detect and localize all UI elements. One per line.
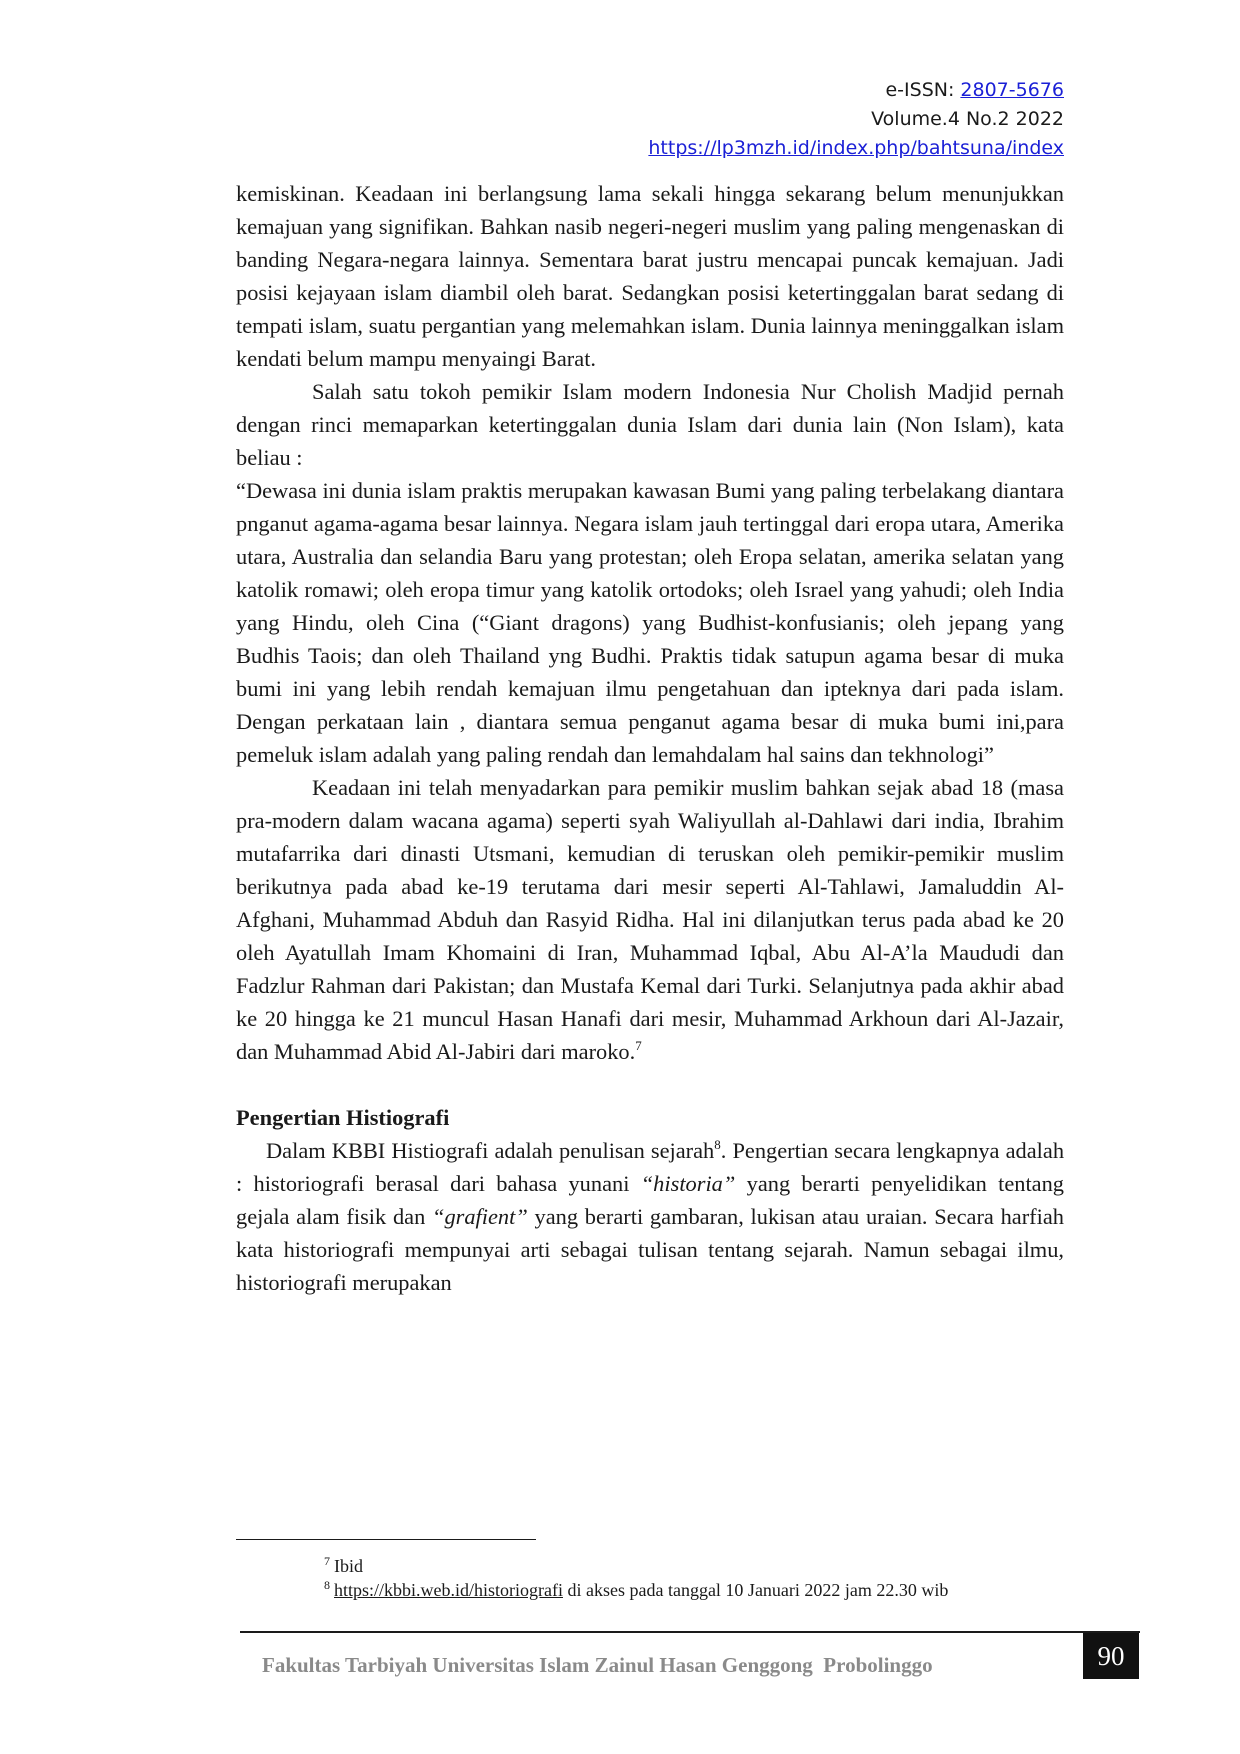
footnotes [324,1554,1084,1602]
paragraph-1: kemiskinan. Keadaan ini berlangsung lama sekali hingga sekarang belum menunjukkan kemajuan yang signifikan. Bahkan nasib negeri-negeri muslim yang paling mengenaskan di banding Negara-negara lainnya. Sementara barat justru mencapai puncak kemajuan. Jadi posisi kejayaan islam diambil oleh barat. Sedangkan posisi ketertinggalan barat sedang di tempati islam, suatu pergantian yang melemahkan islam. Dunia lainnya meninggalkan islam kendati belum mampu menyaingi Barat. [236,181,1064,371]
term-grafient: “grafient” [432,1204,528,1229]
article-body [236,177,1064,1299]
footnote-8-number: 8 [324,1578,330,1592]
paragraph-3-text: Keadaan ini telah menyadarkan para pemikir muslim bahkan sejak abad 18 (masa pra-modern dalam wacana agama) seperti syah Waliyullah al-Dahlawi dari india, Ibrahim mutafarrika dari dinasti Utsmani, kemudian di teruskan oleh pemikir-pemikir muslim berikutnya pada abad ke-19 terutama dari mesir seperti Al-Tahlawi, Jamaluddin Al- Afghani, Muhammad Abduh dan Rasyid Ridha. Hal ini dilanjutkan terus pada abad ke 20 oleh Ayatullah Imam Khomaini di Iran, Muhammad Iqbal, Abu Al-A’la Maududi dan Fadzlur Rahman dari Pakistan; dan Mustafa Kemal dari Turki. Selanjutnya pada akhir abad ke 20 hingga ke 21 muncul Hasan Hanafi dari mesir, Muhammad Arkhoun dari Al-Jazair, dan Muhammad Abid Al-Jabiri dari maroko. [236,775,1064,1064]
issn-label: e-ISSN: [885,79,961,101]
paragraph-4-text-a: Dalam KBBI Histiografi adalah penulisan sejarah [266,1138,715,1163]
footnote-8 [324,1578,1084,1602]
footer-divider [240,1631,1140,1633]
journal-url-line [648,134,1064,163]
paragraph-3 [236,771,1064,1068]
term-historia: “historia” [640,1171,736,1196]
issn-link[interactable]: 2807-5676 [960,79,1064,101]
footnote-7 [324,1554,1084,1578]
footnote-ref-8[interactable]: 8 [714,1137,721,1152]
journal-url-link[interactable]: https://lp3mzh.id/index.php/bahtsuna/index [648,137,1064,159]
footnote-ref-7[interactable]: 7 [635,1038,642,1053]
journal-header [648,76,1064,163]
section-gap [236,1068,1064,1101]
footnote-7-number: 7 [324,1554,330,1568]
paragraph-4 [236,1134,1064,1299]
issn-line [648,76,1064,105]
section-heading: Pengertian Histiografi [236,1105,450,1130]
footnote-8-text: di akses pada tanggal 10 Januari 2022 jam 22.30 wib [562,1580,949,1600]
page-number: 90 [1083,1633,1139,1679]
footnote-7-text: Ibid [334,1556,363,1576]
paragraph-4-text-d: yang berarti gambaran, lukisan atau uraian. Secara harfiah kata historiografi mempunyai arti sebagai tulisan tentang sejarah. Namun sebagai ilmu, historiografi merupakan [236,1204,1064,1295]
footer-institution: Fakultas Tarbiyah Universitas Islam Zainul Hasan Genggong Probolinggo [262,1653,933,1677]
paragraph-4-text-c: yang berarti penyelidikan tentang gejala alam fisik dan [236,1171,1064,1229]
footnote-8-link[interactable]: https://kbbi.web.id/historiografi [334,1580,563,1600]
volume-line: Volume.4 No.2 2022 [871,108,1064,130]
paragraph-4-text-b: . Pengertian secara lengkapnya adalah : historiografi berasal dari bahasa yunani [236,1138,1065,1196]
footnote-divider [236,1539,536,1540]
paragraph-2: Salah satu tokoh pemikir Islam modern Indonesia Nur Cholish Madjid pernah dengan rinci memaparkan ketertinggalan dunia Islam dari dunia lain (Non Islam), kata beliau : [236,379,1064,470]
quote-paragraph: “Dewasa ini dunia islam praktis merupakan kawasan Bumi yang paling terbelakang diantara pnganut agama-agama besar lainnya. Negara islam jauh tertinggal dari eropa utara, Amerika utara, Australia dan selandia Baru yang protestan; oleh Eropa selatan, amerika selatan yang katolik romawi; oleh eropa timur yang katolik ortodoks; oleh Israel yang yahudi; oleh India yang Hindu, oleh Cina (“Giant dragons) yang Budhist-konfusianis; oleh jepang yang Budhis Taois; dan oleh Thailand yng Budhi. Praktis tidak satupun agama besar di muka bumi ini yang lebih rendah kemajuan ilmu pengetahuan dan ipteknya dari pada islam. Dengan perkataan lain , diantara semua penganut agama besar di muka bumi ini,para pemeluk islam adalah yang paling rendah dan lemahdalam hal sains dan tekhnologi” [236,478,1064,767]
